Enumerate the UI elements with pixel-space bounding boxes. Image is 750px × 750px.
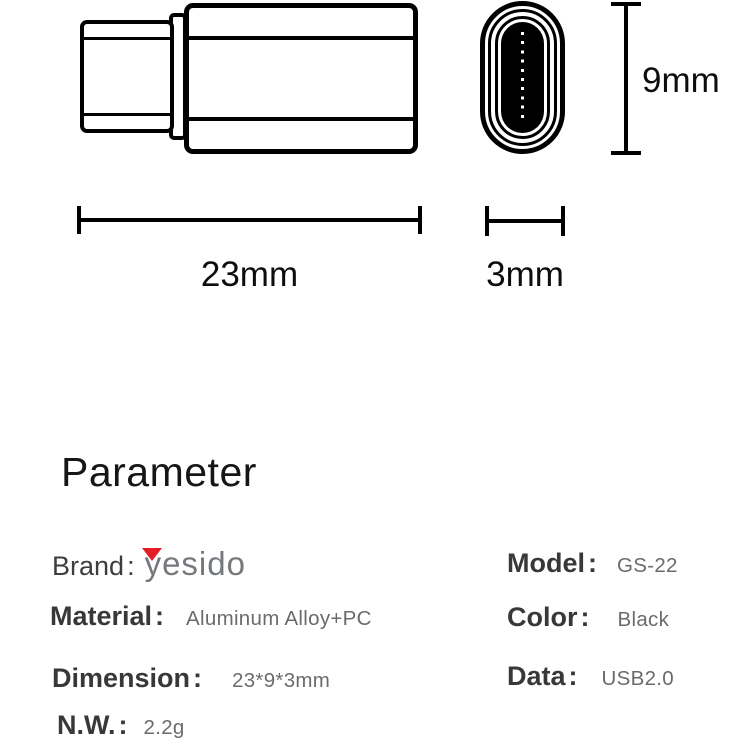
width-dimension-label: 23mm [200, 255, 299, 294]
section-title: Parameter [61, 449, 257, 495]
yesido-triangle-icon [142, 548, 162, 561]
yesido-logo-text: yesido [144, 545, 246, 582]
port-inner-ring [495, 16, 550, 139]
body-bottom-line [189, 117, 413, 121]
spec-row-model [507, 550, 678, 577]
material-value: Aluminum Alloy+PC [186, 607, 372, 630]
dimension-value: 23*9*3mm [232, 669, 331, 692]
material-label [50, 603, 164, 630]
material-label-text: Material [50, 601, 153, 631]
color-label [507, 604, 590, 631]
brand-label [52, 553, 135, 580]
dimension-tick-right [418, 206, 422, 234]
usb-c-plug-side [80, 20, 174, 133]
label-colon: : [588, 548, 597, 578]
spec-row-net-weight [57, 712, 185, 739]
port-middle-ring [488, 9, 557, 146]
height-dimension-line [611, 2, 641, 155]
depth-dimension-label: 3mm [486, 255, 564, 294]
dimension-bar [624, 2, 628, 155]
plug-top-line [84, 37, 170, 40]
spec-row-brand [52, 547, 246, 580]
usb-c-port-front-view [480, 1, 565, 154]
label-colon: : [127, 551, 135, 581]
model-label-text: Model [507, 548, 585, 578]
body-top-line [189, 36, 413, 40]
net-weight-label-text: N.W. [57, 710, 116, 740]
model-label [507, 550, 597, 577]
label-colon: : [155, 601, 165, 631]
dimension-label-text: Dimension [52, 663, 191, 693]
width-dimension-line [77, 206, 422, 234]
adapter-body-side [184, 3, 418, 154]
dimension-bar [77, 218, 422, 222]
spec-row-data [507, 663, 674, 690]
color-value: Black [617, 608, 670, 631]
dimension-bar [485, 219, 565, 223]
color-label-text: Color [507, 602, 578, 632]
spec-row-material [50, 603, 372, 630]
label-colon: : [568, 661, 578, 691]
depth-dimension-line [485, 206, 565, 236]
label-colon: : [580, 602, 590, 632]
yesido-logo [145, 547, 246, 580]
dimension-label [52, 665, 202, 692]
height-dimension-label: 9mm [642, 61, 720, 100]
label-colon: : [193, 663, 203, 693]
data-label-text: Data [507, 661, 566, 691]
dimension-tick-right [561, 206, 565, 236]
net-weight-label [57, 712, 128, 739]
label-colon: : [118, 710, 128, 740]
port-tongue [501, 22, 544, 133]
spec-row-dimension [52, 665, 330, 692]
plug-bottom-line [84, 113, 170, 116]
usb-c-pins [521, 32, 524, 123]
spec-row-color [507, 604, 669, 631]
net-weight-value: 2.2g [143, 716, 185, 739]
data-label [507, 663, 578, 690]
data-value: USB2.0 [601, 667, 674, 690]
brand-label-text: Brand [52, 551, 125, 581]
model-value: GS-22 [617, 554, 678, 577]
dimension-cap-bottom [611, 151, 641, 155]
